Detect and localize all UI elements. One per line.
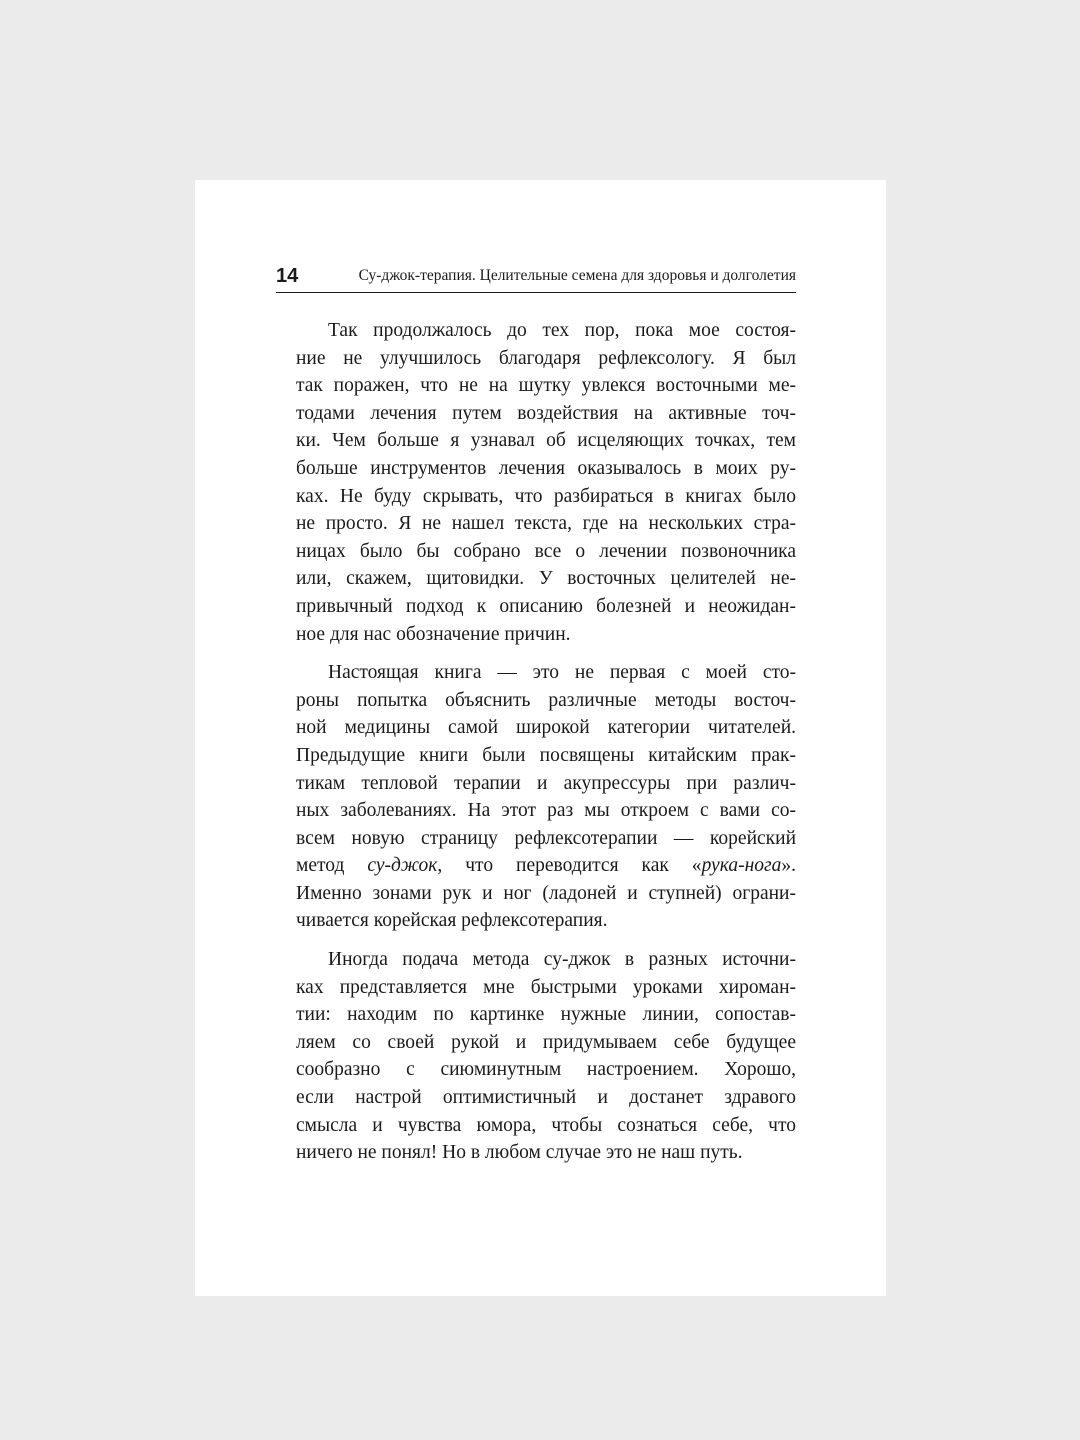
running-head [276,265,796,293]
text-line: роны попытка объяснить различные методы восточ- [296,689,796,711]
text-line: если настрой оптимистичный и достанет здравого [296,1087,796,1109]
paragraph-3 [296,946,796,1167]
text-line: тикам тепловой терапии и акупрессуры при различ- [296,772,796,794]
text-line: ных заболеваниях. На этот раз мы откроем с вами со- [296,800,796,822]
text-line: сообразно с сиюминутным настроением. Хорошо, [296,1059,796,1081]
book-page [195,180,886,1296]
text-line: ках представляется мне быстрыми уроками хироман- [296,976,796,998]
text-line: Так продолжалось до тех пор, пока мое состоя- [328,320,796,341]
text-line: Настоящая книга — это не первая с моей сто- [328,662,796,684]
text-line: ках. Не буду скрывать, что разбираться в книгах было [296,485,796,507]
text-line: ное для нас обозначение причин. [296,623,571,645]
text-line: ляем со своей рукой и придумываем себе будущее [296,1031,796,1053]
text-line: ницах было бы собрано все о лечении позвоночника [296,540,796,562]
text-run: ». [781,855,796,877]
emphasis-term: су-джок [367,855,438,877]
page-number: 14 [276,265,299,287]
text-line: чивается корейская рефлексотерапия. [296,910,608,932]
text-line: смысла и чувства юмора, чтобы сознаться себе, что [296,1114,796,1136]
text-line: тодами лечения путем воздействия на активные точ- [296,402,796,424]
text-line: или, скажем, щитовидки. У восточных целителей не- [296,568,796,590]
text-line: больше инструментов лечения оказывалось в моих ру- [296,457,796,479]
text-line [296,852,796,880]
running-title: Су-джок-терапия. Целительные семена для здоровья и долголетия [358,267,796,284]
paragraph-1 [296,317,796,648]
text-line: Предыдущие книги были посвящены китайским прак- [296,744,796,766]
text-line: привычный подход к описанию болезней и неожидан- [296,595,796,617]
body-text [296,317,796,1178]
text-line: ние не улучшилось благодаря рефлексологу. Я был [296,347,796,369]
text-line: ки. Чем больше я узнавал об исцеляющих точках, тем [296,430,796,452]
text-line: ничего не понял! Но в любом случае это не наш путь. [296,1142,743,1164]
text-run: , что переводится как « [437,855,702,877]
text-line: ной медицины самой широкой категории читателей. [296,717,796,739]
text-line: Иногда подача метода су-джок в разных источни- [328,949,796,971]
paragraph-2 [296,659,796,935]
text-line: так поражен, что не на шутку увлекся восточными ме- [296,375,796,397]
emphasis-term: рука-нога [701,855,782,877]
text-line: тии: находим по картинке нужные линии, сопостав- [296,1004,796,1026]
text-run: метод [296,855,368,877]
text-line: Именно зонами рук и ног (ладоней и ступней) ограни- [296,882,796,904]
text-line: не просто. Я не нашел текста, где на нескольких стра- [296,513,796,535]
text-line: всем новую страницу рефлексотерапии — корейский [296,827,796,849]
